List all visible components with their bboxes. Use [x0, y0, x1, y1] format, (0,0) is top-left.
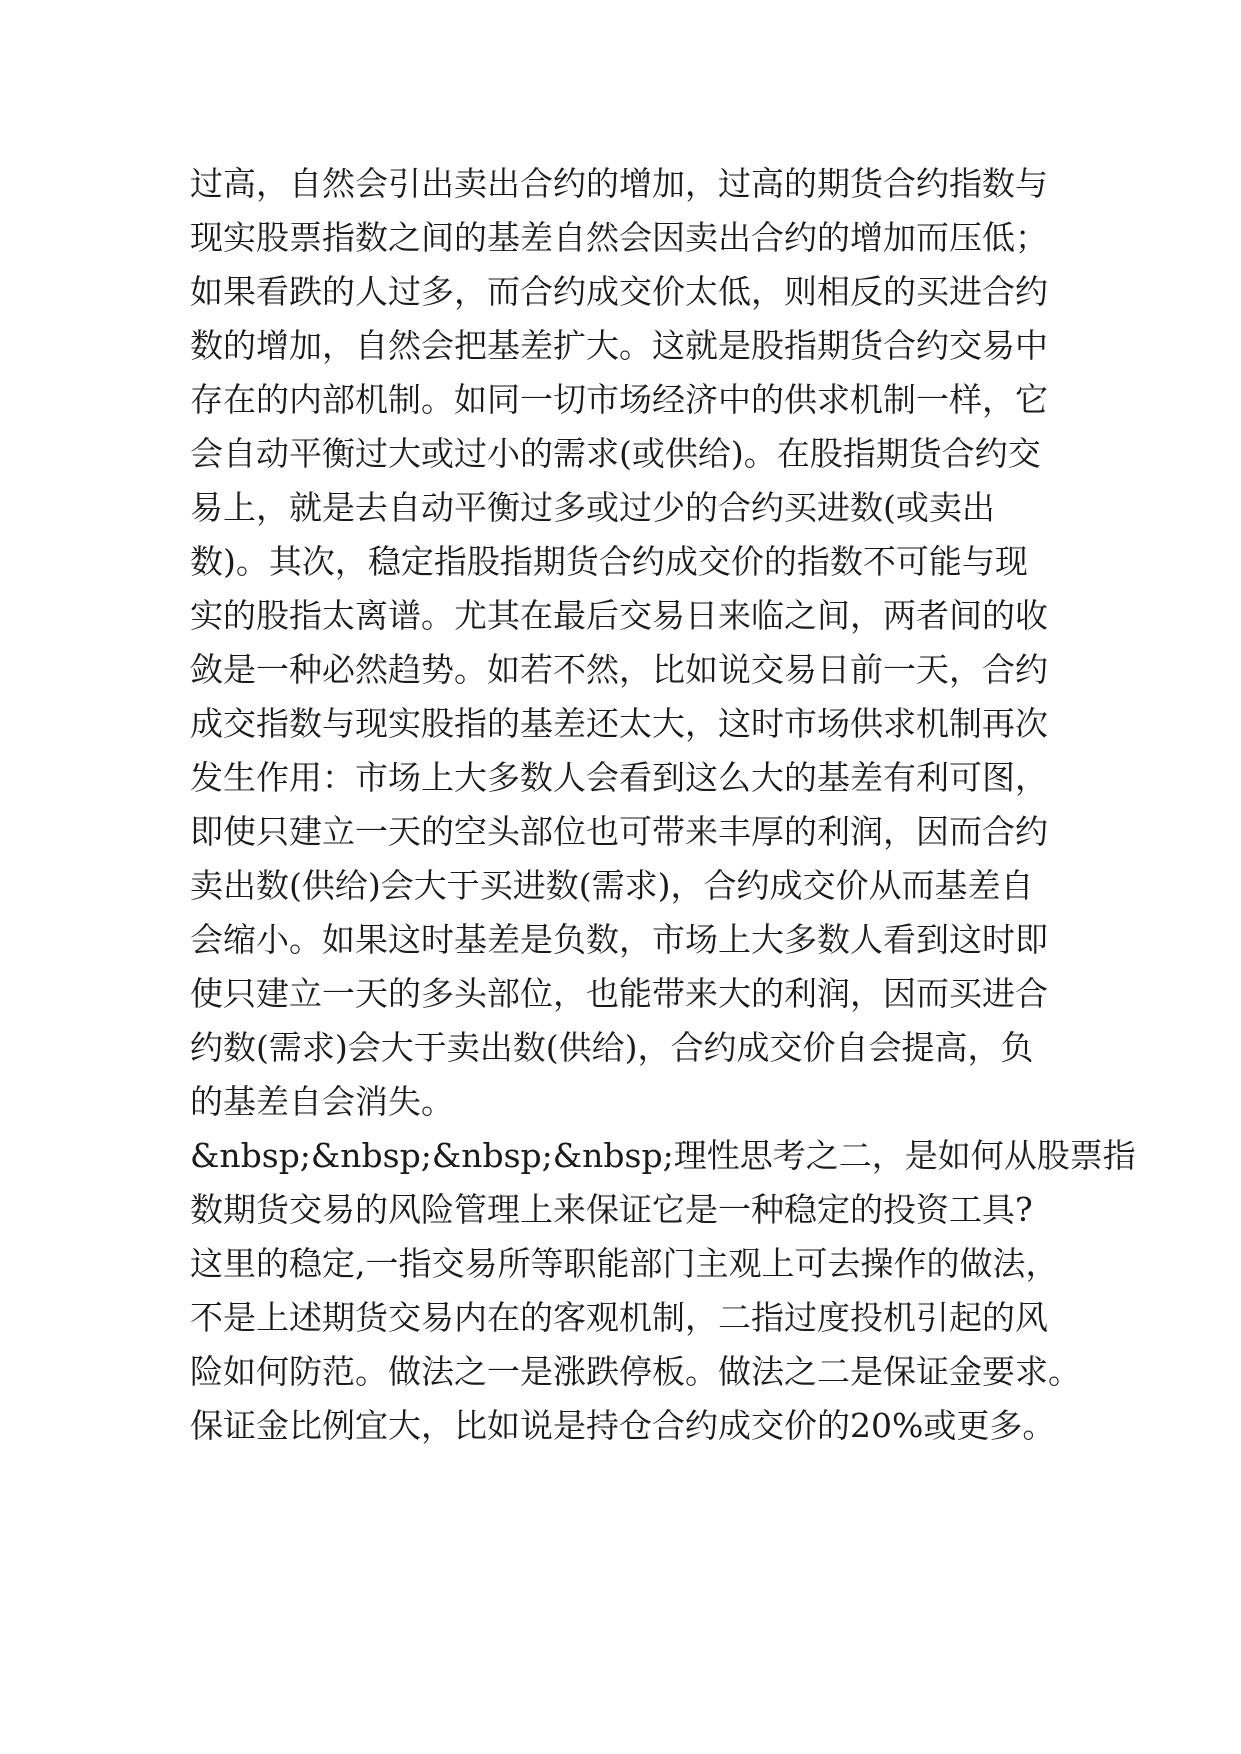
- text-line: 会缩小。如果这时基差是负数，市场上大多数人看到这时即: [190, 920, 1048, 959]
- text-line: 数)。其次，稳定指股指期货合约成交价的指数不可能与现: [190, 542, 1028, 581]
- text-line: 敛是一种必然趋势。如若不然，比如说交易日前一天，合约: [190, 650, 1048, 689]
- text-line: 过高，自然会引出卖出合约的增加，过高的期货合约指数与: [190, 164, 1048, 203]
- text-line: 这里的稳定,一指交易所等职能部门主观上可去操作的做法，: [190, 1244, 1059, 1283]
- text-line: 易上，就是去自动平衡过多或过少的合约买进数(或卖出: [190, 488, 995, 527]
- text-line: 使只建立一天的多头部位，也能带来大的利润，因而买进合: [190, 974, 1048, 1013]
- text-line: 即使只建立一天的空头部位也可带来丰厚的利润，因而合约: [190, 812, 1048, 851]
- text-line: 的基差自会消失。: [190, 1082, 454, 1121]
- text-line: 保证金比例宜大，比如说是持仓合约成交价的20%或更多。: [190, 1406, 1056, 1445]
- text-line: 约数(需求)会大于卖出数(供给)，合约成交价自会提高，负: [190, 1028, 1034, 1067]
- text-line: 卖出数(供给)会大于买进数(需求)，合约成交价从而基差自: [190, 866, 1034, 905]
- text-line: 现实股票指数之间的基差自然会因卖出合约的增加而压低；: [190, 218, 1048, 257]
- text-line: 数期货交易的风险管理上来保证它是一种稳定的投资工具?: [190, 1190, 1033, 1229]
- text-line: 会自动平衡过大或过小的需求(或供给)。在股指期货合约交: [190, 434, 1041, 473]
- text-line: 实的股指太离谱。尤其在最后交易日来临之间，两者间的收: [190, 596, 1048, 635]
- text-line: 发生作用：市场上大多数人会看到这么大的基差有利可图，: [190, 758, 1048, 797]
- text-line: 险如何防范。做法之一是涨跌停板。做法之二是保证金要求。: [190, 1352, 1081, 1391]
- text-line: 成交指数与现实股指的基差还太大，这时市场供求机制再次: [190, 704, 1048, 743]
- text-line: &nbsp;&nbsp;&nbsp;&nbsp;理性思考之二，是如何从股票指: [190, 1136, 1136, 1175]
- text-line: 数的增加，自然会把基差扩大。这就是股指期货合约交易中: [190, 326, 1048, 365]
- text-line: 不是上述期货交易内在的客观机制，二指过度投机引起的风: [190, 1298, 1048, 1337]
- text-line: 如果看跌的人过多，而合约成交价太低，则相反的买进合约: [190, 272, 1048, 311]
- text-line: 存在的内部机制。如同一切市场经济中的供求机制一样，它: [190, 380, 1048, 419]
